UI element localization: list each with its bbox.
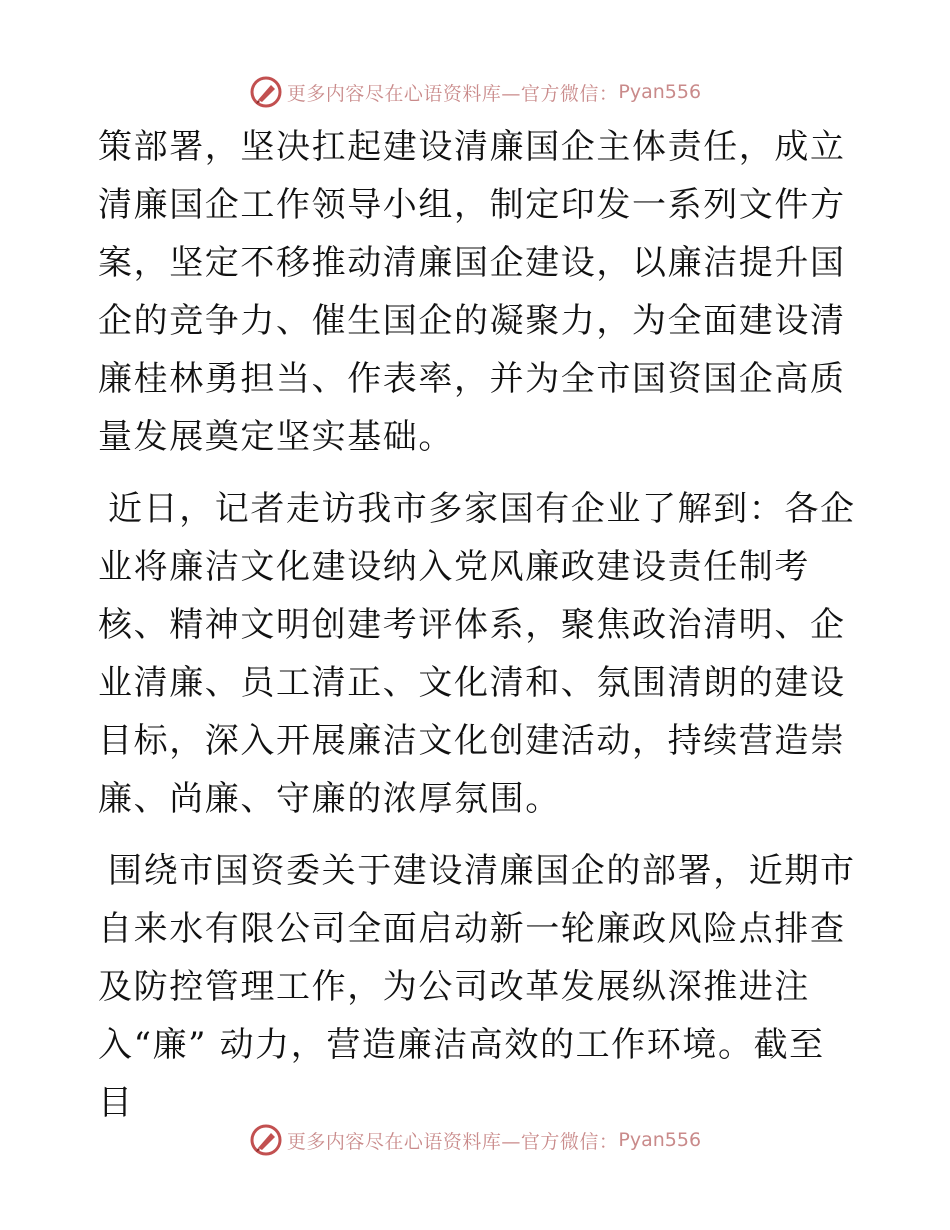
watermark-wechat-id: Pyan556 (618, 81, 702, 103)
document-body (98, 118, 858, 1146)
paragraph-3: 围绕市国资委关于建设清廉国企的部署，近期市自来水有限公司全面启动新一轮廉政风险点排查及防控管理工作，为公司改革发展纵深推进注入“廉” 动力，营造廉洁高效的工作环境。截至目 (98, 851, 856, 1123)
watermark-text: 更多内容尽在心语资料库—官方微信： (286, 1130, 619, 1153)
paragraph-2: 近日，记者走访我市多家国有企业了解到：各企业将廉洁文化建设纳入党风廉政建设责任制考核、精神文明创建考评体系，聚焦政治清明、企业清廉、员工清正、文化清和、氛围清朗的建设目标，深入开展廉洁文化创建活动，持续营造崇廉、尚廉、守廉的浓厚氛围。 (98, 489, 856, 819)
watermark-text: 更多内容尽在心语资料库—官方微信： (286, 82, 619, 105)
paragraph-1: 策部署，坚决扛起建设清廉国企主体责任，成立清廉国企工作领导小组，制定印发一系列文件方案，坚定不移推动清廉国企建设，以廉洁提升国企的竞争力、催生国企的凝聚力，为全面建设清廉桂林勇担当、作表率，并为全市国资国企高质量发展奠定坚实基础。 (98, 127, 846, 457)
pen-nib-circle-icon (249, 1123, 283, 1157)
pen-nib-circle-icon (249, 75, 283, 109)
footer-watermark (0, 1120, 950, 1160)
header-watermark (0, 72, 950, 112)
watermark-wechat-id: Pyan556 (618, 1129, 702, 1151)
